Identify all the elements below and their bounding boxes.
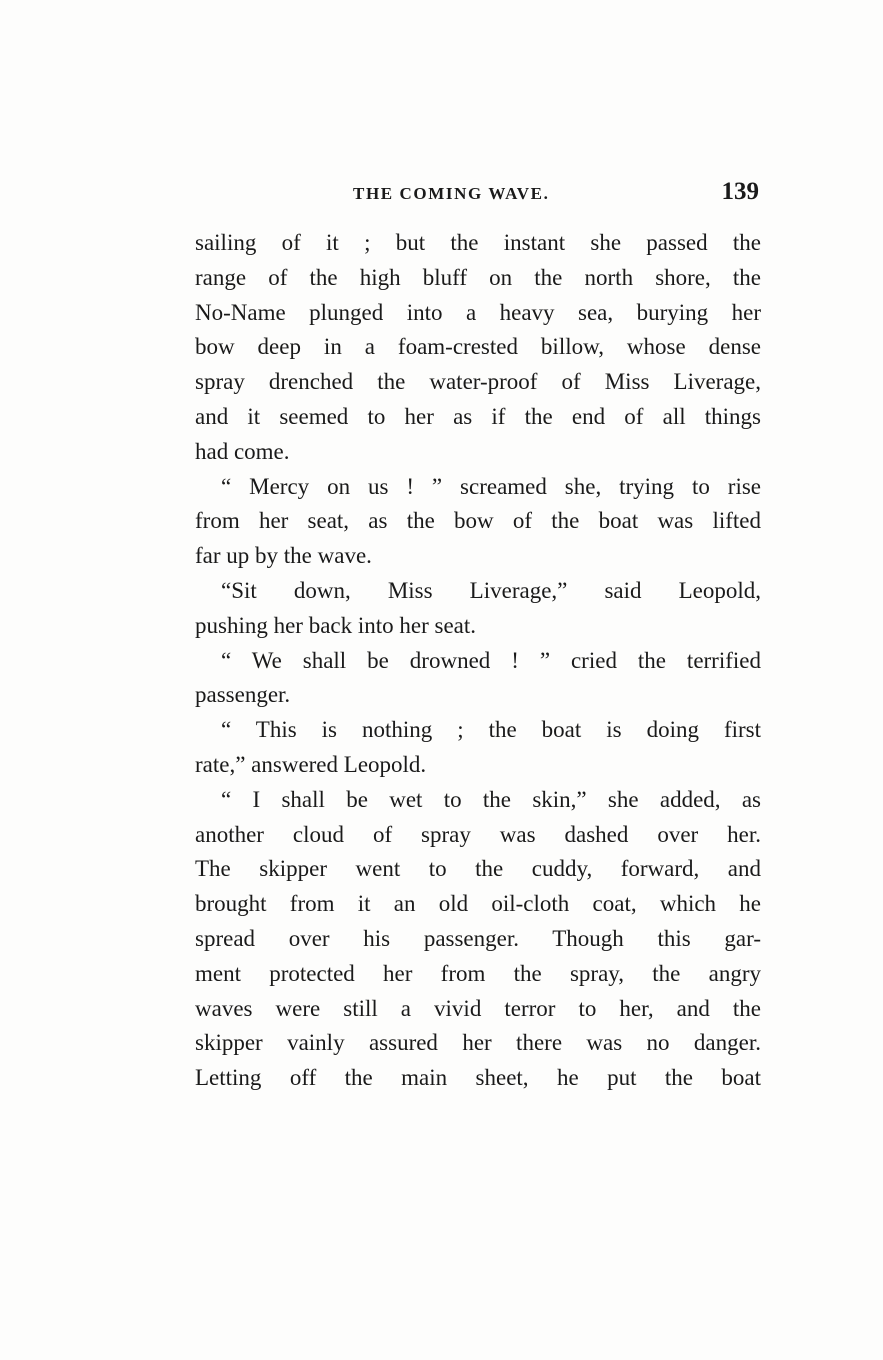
text-line: rate,” answered Leopold. xyxy=(195,751,427,777)
running-title: THE COMING WAVE. xyxy=(353,184,550,203)
text-line: brought from it an old oil-cloth coat, which he xyxy=(195,891,761,917)
text-line: “ Mercy on us ! ” screamed she, trying to rise xyxy=(221,473,761,499)
text-line: “ This is nothing ; the boat is doing first xyxy=(221,717,761,743)
text-line: another cloud of spray was dashed over her. xyxy=(195,821,761,847)
text-line: and it seemed to her as if the end of all things xyxy=(195,403,761,429)
text-line: “ I shall be wet to the skin,” she added, as xyxy=(221,786,761,812)
text-line: pushing her back into her seat. xyxy=(195,612,477,638)
text-line: “ We shall be drowned ! ” cried the terrified xyxy=(221,647,761,673)
text-line: Letting off the main sheet, he put the boat xyxy=(195,1065,761,1091)
body-text xyxy=(195,226,761,1096)
text-line: had come. xyxy=(195,438,290,464)
text-line: The skipper went to the cuddy, forward, and xyxy=(195,856,761,882)
text-line: “Sit down, Miss Liverage,” said Leopold, xyxy=(221,577,761,603)
text-line: ment protected her from the spray, the angry xyxy=(195,960,761,986)
text-line: spread over his passenger. Though this gar- xyxy=(195,925,761,951)
text-line: passenger. xyxy=(195,682,291,708)
running-head xyxy=(195,178,761,218)
text-line: far up by the wave. xyxy=(195,543,372,569)
text-line: sailing of it ; but the instant she passed the xyxy=(195,230,761,255)
text-line: from her seat, as the bow of the boat was lifted xyxy=(195,508,761,534)
text-line: spray drenched the water-proof of Miss Liverage, xyxy=(195,369,761,395)
text-line: waves were still a vivid terror to her, and the xyxy=(195,995,761,1021)
text-line: No-Name plunged into a heavy sea, burying her xyxy=(195,299,761,325)
text-line: bow deep in a foam-crested billow, whose dense xyxy=(195,334,761,360)
text-line: range of the high bluff on the north shore, the xyxy=(195,264,761,290)
page-number: 139 xyxy=(721,178,759,205)
text-line: skipper vainly assured her there was no danger. xyxy=(195,1030,761,1056)
